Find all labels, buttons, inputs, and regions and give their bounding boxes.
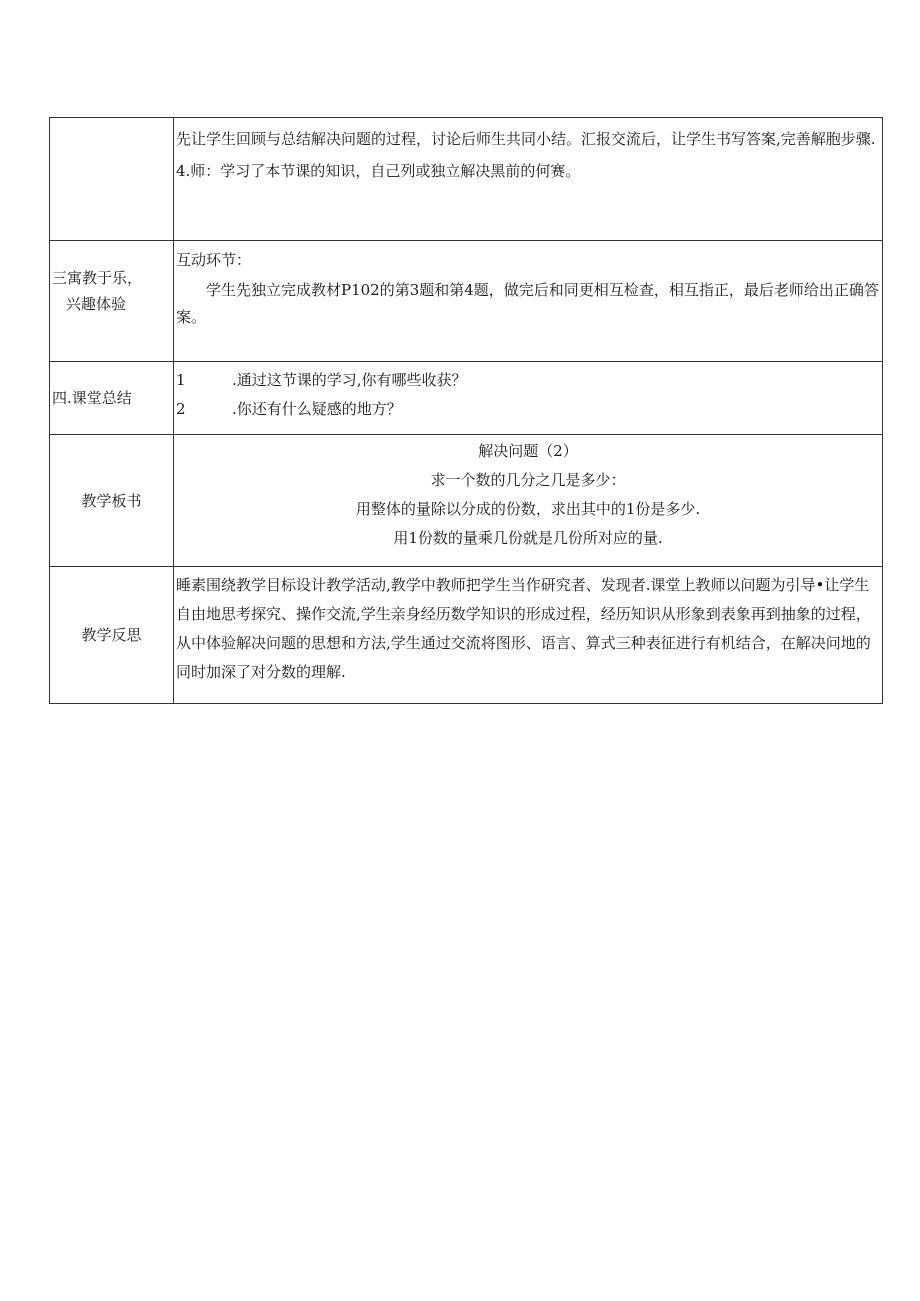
- summary-questions: [174, 362, 883, 435]
- table-row: [50, 567, 883, 704]
- label-line: 三寓教于乐，: [52, 269, 143, 287]
- board-line: 用整体的量除以分成的份数，求出其中的1份是多少.: [355, 500, 701, 518]
- lesson-plan-table: [49, 117, 883, 704]
- board-line: 用1份数的量乘几份就是几份所对应的量.: [393, 529, 663, 547]
- board-title: 解决问题（2）: [478, 442, 578, 460]
- item-text: .你还有什么疑感的地方？: [232, 400, 402, 418]
- table-row: [50, 435, 883, 567]
- paragraph: 先让学生回顾与总结解决问题的过程，讨论后师生共同小结。汇报交流后，让学生书写答案,完善解胞步骤.: [176, 130, 876, 148]
- paragraph: 4.师：学习了本节课的知识，自己列或独立解决黑前的何赛。: [176, 162, 581, 180]
- row-label-empty: [50, 118, 174, 241]
- item-text: .通过这节课的学习,你有哪些收获？: [232, 371, 467, 389]
- label-line: 兴趣体验: [66, 295, 127, 313]
- row-label: [50, 241, 174, 362]
- section-heading: 互动环节：: [176, 251, 252, 269]
- table-row: [50, 118, 883, 241]
- row-label: 教学反思: [50, 567, 174, 704]
- item-number: 1: [176, 371, 186, 389]
- table-row: [50, 362, 883, 435]
- paragraph: 睡素围绕教学目标设计教学活动,教学中教师把学生当作研究者、发现者.课堂上教师以问题为引导•让学生自由地思考探究、操作交流,学生亲身经历数学知识的形成过程，经历知识从形象到表象再到抽象的过程，从中体验解决问题的思想和方法,学生通过交流将图形、语言、算式三种表征进行有机结合，在解决问地的同时加深了对分数的理解.: [176, 576, 871, 681]
- reflection-content: [174, 567, 883, 704]
- paragraph: 学生先独立完成教材P102的第3题和第4题，做完后和同更相互检查，相互指正，最后老师给出正确答案。: [176, 281, 879, 326]
- row-label: 教学板书: [50, 435, 174, 567]
- row-label: 四.课堂总结: [50, 362, 174, 435]
- board-content: [174, 435, 883, 567]
- item-number: 2: [176, 400, 186, 418]
- summary-content: [174, 118, 883, 241]
- interactive-content: [174, 241, 883, 362]
- list-item: [176, 395, 880, 424]
- list-item: [176, 366, 880, 395]
- board-line: 求一个数的几分之几是多少：: [430, 471, 626, 489]
- table-row: [50, 241, 883, 362]
